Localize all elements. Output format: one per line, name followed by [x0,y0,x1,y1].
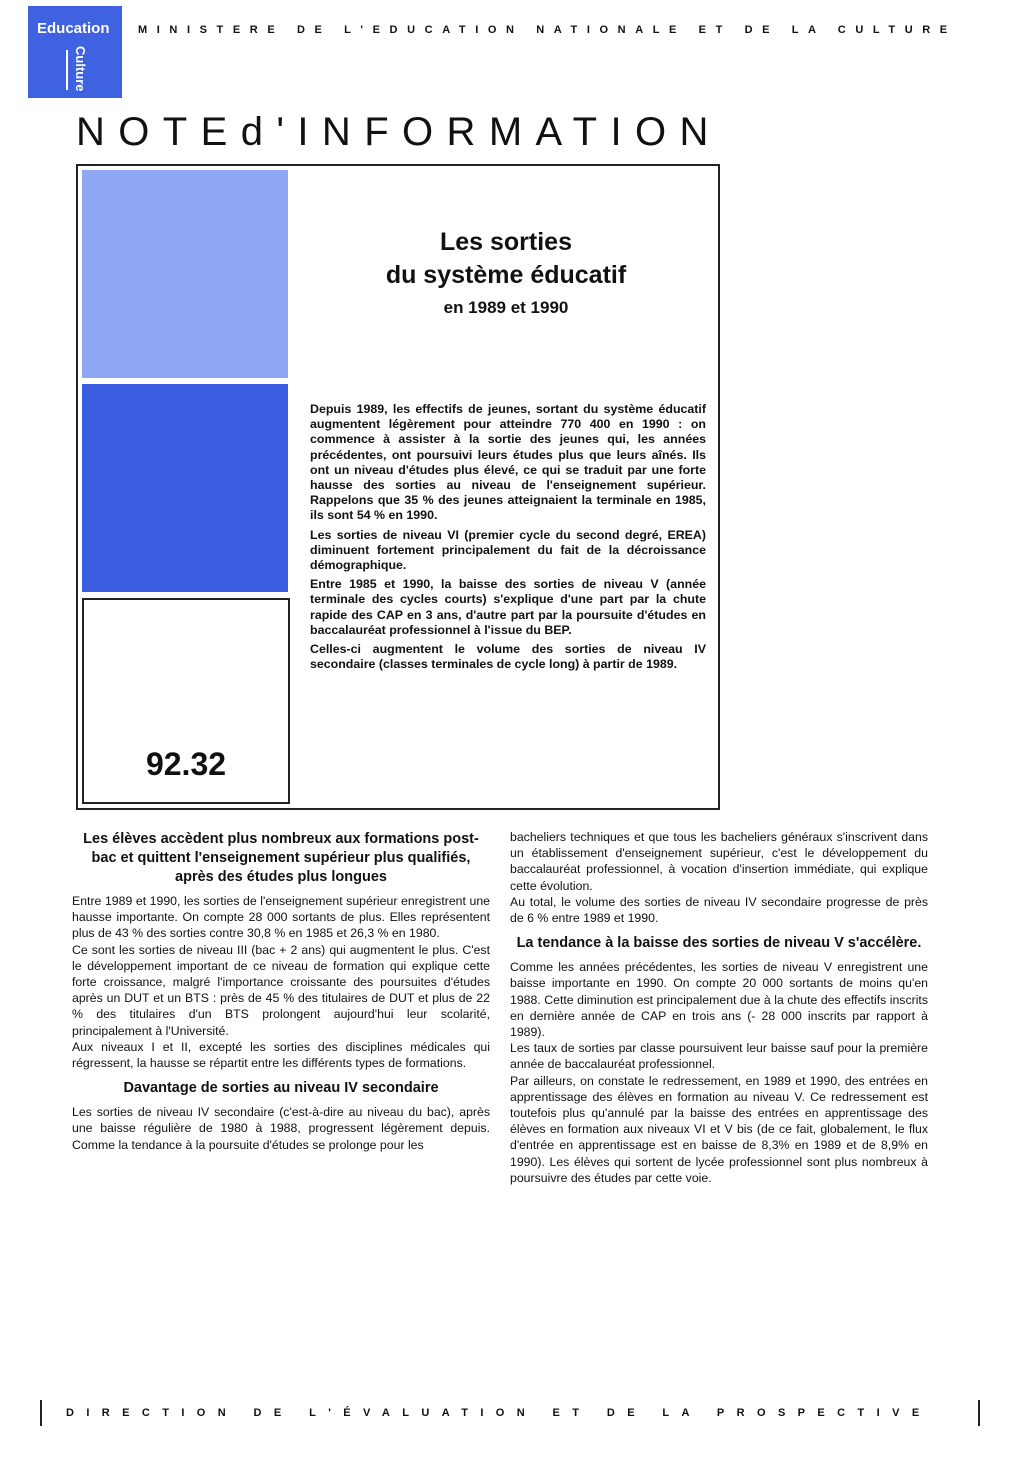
body-paragraph: Par ailleurs, on constate le redressement, en 1989 et 1990, des entrées en apprentissage des élèves en formation au niveau V. Ce redressement est toutefois plus qu'annulé par la baisse des entrées en apprentissage des élèves en formation aux niveaux VI et V bis (de ce fait, globalement, le flux d'entrée en apprentissage est en baisse de 8,3% en 1989 et de 8,9% en 1990). Les élèves qui sortent de lycée professionnel sont plus nombreux à poursuivre des études par cette voie. [510,1073,928,1185]
section-heading: Davantage de sorties au niveau IV secondaire [123,1080,439,1097]
ministry-header: MINISTERE DE L'EDUCATION NATIONALE ET DE LA CULTURE [138,24,957,36]
abstract [310,402,706,676]
article-subtitle: en 1989 et 1990 [443,298,569,317]
article-title-line2: du système éducatif [385,261,627,289]
body-paragraph: Aux niveaux I et II, excepté les sorties des disciplines médicales qui régressent, la hausse se répartit entre les différents types de formations. [72,1039,490,1071]
body-paragraph: Comme les années précédentes, les sorties de niveau V enregistrent une baisse importante en 1990. On compte 20 000 sortants de moins qu'en 1988. Cette diminution est principalement due à la chute des effectifs inscrits en dernière année de CAP en trois ans (- 28 000 inscrits par rapport à 1989). [510,960,928,1040]
logo-divider [66,50,68,90]
body-paragraph: Ce sont les sorties de niveau III (bac + 2 ans) qui augmentent le plus. C'est le développement important de ce niveau de formation qui explique cette forte croissance, malgré l'importance croissante des poursuites d'études après un DUT et un BTS : près de 45 % des titulaires de DUT et plus de 22 % des titulaires d'un BTS prolongent aujourd'hui leur scolarité, principalement à l'Université. [72,942,490,1038]
article-title [300,226,712,318]
issue-number: 92.32 [145,746,227,782]
body-paragraph: Les taux de sorties par classe poursuivent leur baisse sauf pour la première année de baccalauréat professionnel. [510,1041,928,1072]
ministry-logo [28,6,122,98]
logo-text-culture: Culture [73,46,88,92]
logo-text-education: Education [37,20,110,37]
decorative-square-light [82,170,288,378]
decorative-square-dark [82,384,288,592]
abstract-paragraph: Celles-ci augmentent le volume des sorties de niveau IV secondaire (classes terminales de cycle long) à partir de 1989. [310,642,706,672]
body-column-right [510,829,928,1186]
body-column-left [72,830,490,1153]
body-paragraph: Entre 1989 et 1990, les sorties de l'enseignement supérieur enregistrent une hausse importante. On compte 28 000 sortants de plus. Elles représentent plus de 43 % des sorties contre 30,8 % en 1985 et 26,3 % en 1980. [72,894,490,941]
body-paragraph: Au total, le volume des sorties de niveau IV secondaire progresse de près de 6 % entre 1989 et 1990. [510,894,928,926]
body-paragraph: bacheliers techniques et que tous les bacheliers généraux s'inscrivent dans un établissement d'enseignement supérieur, c'est le développement du baccalauréat professionnel, à vocation d'insertion immédiate, qui explique cette évolution. [510,830,928,893]
abstract-paragraph: Depuis 1989, les effectifs de jeunes, sortant du système éducatif augmentent légèrement pour atteindre 770 400 en 1990 : on commence à assister à la sortie des jeunes qui, les années précédentes, ont poursuivi leurs études plus que leurs aînés. Ils ont un niveau d'études plus élevé, ce qui se traduit par une forte hausse des sorties au niveau de l'enseignement supérieur. Rappelons que 35 % des jeunes atteignaient la terminale en 1985, ils sont 54 % en 1990. [310,402,706,523]
section-heading: La tendance à la baisse des sorties de niveau V s'accélère. [516,935,922,952]
abstract-paragraph: Les sorties de niveau VI (premier cycle du second degré, EREA) diminuent fortement principalement du fait de la décroissance démographique. [310,527,706,573]
abstract-paragraph: Entre 1985 et 1990, la baisse des sorties de niveau V (année terminale des cycles courts) s'explique d'une part par la chute rapide des CAP en 3 ans, d'autre part par la poursuite d'études en baccalauréat professionnel à l'issue du BEP. [310,577,706,637]
publication-title: NOTEd'INFORMATION [76,110,722,154]
body-paragraph: Les sorties de niveau IV secondaire (c'est-à-dire au niveau du bac), après une baisse régulière de 1980 à 1988, progressent légèrement depuis. Comme la tendance à la poursuite d'études se prolonge pour les [72,1105,490,1152]
footer-directorate: DIRECTION DE L'ÉVALUATION ET DE LA PROSPECTIVE [40,1400,980,1426]
section-heading: Les élèves accèdent plus nombreux aux formations post-bac et quittent l'enseignement supérieur plus qualifiés, après des études plus longues [83,831,479,885]
article-title-line1: Les sorties [439,228,572,256]
